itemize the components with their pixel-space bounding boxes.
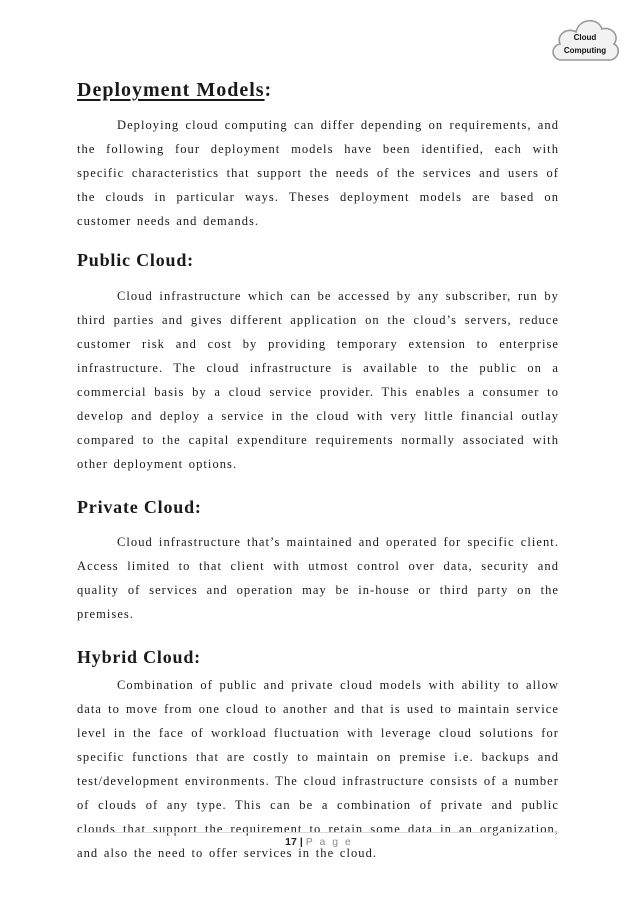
page-footer xyxy=(0,836,638,848)
page-title-text: Deployment Models xyxy=(77,79,265,101)
logo-text-cloud: Cloud xyxy=(573,33,597,42)
page-label: P a g e xyxy=(305,836,353,848)
page-title xyxy=(77,78,559,103)
section-heading-private-cloud: Private Cloud: xyxy=(77,496,202,517)
section-text-hybrid-cloud: Combination of public and private cloud models with ability to allow data to move from one cloud to another and that is used to maintain service level in the face of workload fluctuation with leverage cloud solutions for specific functions that are costly to maintain on premise i.e. backups and test/development environments. The cloud infrastructure consists of a number of clouds of any type. This can be a combination of private and public clouds that support the requirement to retain some data in an organization, and also the need to offer services in the cloud. xyxy=(77,677,559,860)
cloud-computing-logo xyxy=(548,8,622,70)
page-title-colon: : xyxy=(264,79,273,101)
page-content xyxy=(77,78,559,865)
intro-paragraph: Deploying cloud computing can differ depending on requirements, and the following four deployment models have been identified, each with specific characteristics that support the needs of the services and users of the clouds in particular ways. Theses deployment models are based on customer needs and demands. xyxy=(77,118,559,228)
section-heading-public-cloud: Public Cloud: xyxy=(77,250,194,270)
section-heading-hybrid-cloud: Hybrid Cloud: xyxy=(77,647,201,667)
logo-text-computing: Computing xyxy=(563,46,607,55)
footer-separator: | xyxy=(299,836,303,848)
section-text-public-cloud: Cloud infrastructure which can be accessed by any subscriber, run by third parties and gives different application on the cloud’s servers, reduce customer risk and cost by providing temporary extension to enterprise infrastructure. The cloud infrastructure is available to the public on a commercial basis by a cloud service provider. This enables a consumer to develop and deploy a service in the cloud with very little financial outlay compared to the capital expenditure requirements normally associated with other deployment options. xyxy=(77,288,559,471)
section-text-private-cloud: Cloud infrastructure that’s maintained and operated for specific client. Access limited to that client with utmost control over data, security and quality of services and operation may be in-house or third party on the premises. xyxy=(77,535,559,621)
page-number: 17 xyxy=(285,836,297,848)
footer-divider xyxy=(77,832,559,833)
